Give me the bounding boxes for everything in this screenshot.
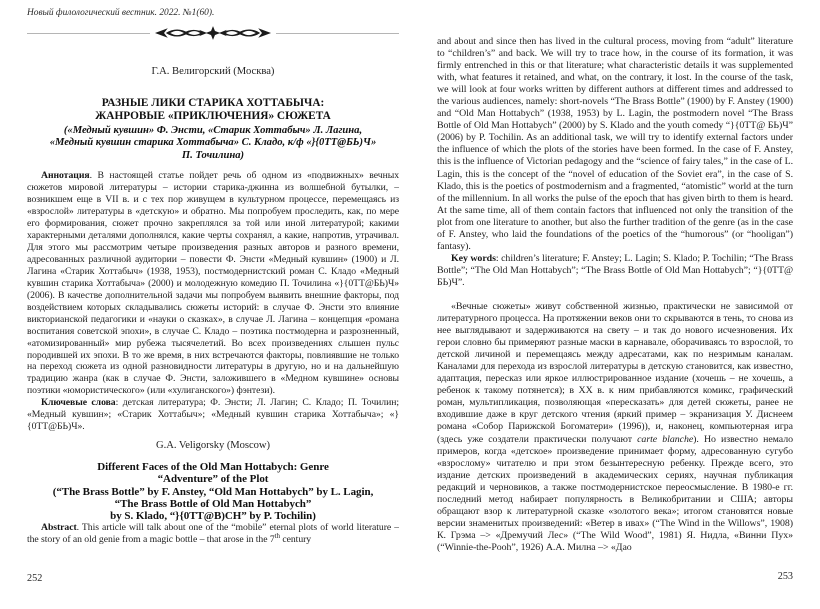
- abstract-en-paragraph: [27, 522, 399, 546]
- abstract-en-text-post: century: [280, 534, 312, 546]
- abstract-en-text-pre: . This article will talk about one of the “mobile” eternal plots of world literature – the story of an old genie from a magic bottle – that arose in the 7: [27, 522, 399, 546]
- article-subtitle-ru-line1: («Медный кувшин» Ф. Энсти, «Старик Хоттабыч» Л. Лагина,: [63, 125, 363, 136]
- author-ru: Г.А. Велигорский (Москва): [151, 66, 275, 77]
- right-page-text-block: [437, 36, 793, 568]
- article-title-en: [27, 461, 399, 522]
- body-text-ru: [437, 301, 793, 554]
- header-divider: [27, 25, 399, 41]
- article-title-ru: [27, 97, 399, 123]
- keywords-label-ru: Ключевые слова: [41, 397, 116, 409]
- page-number-left: 252: [27, 573, 43, 584]
- divider-rule-left: [27, 33, 150, 34]
- abstract-en-superscript: th: [274, 531, 281, 540]
- keywords-label-en: Key words: [451, 252, 496, 264]
- left-page-text-block: [27, 170, 399, 546]
- divider-rule-right: [276, 33, 399, 34]
- article-title-en-line3: (“The Brass Bottle” by F. Anstey, “Old Man Hottabych” by L. Lagin,: [52, 485, 374, 498]
- abstract-label-en: Abstract: [41, 522, 77, 534]
- page-left: [27, 0, 399, 609]
- article-title-ru-line2: ЖАНРОВЫЕ «ПРИКЛЮЧЕНИЯ» СЮЖЕТА: [95, 110, 331, 122]
- body-ru-part1: «Вечные сюжеты» живут собственной жизнью, практически не зависимой от литературного процесса. На протяжении веков они то скрываются в тень, то снова из нее выглядывают и задерживаются на свету – и так до нового исчезновения. Их герои словно бы примеряют разные маски в карнавале, оборачиваясь то взрослой, то детской личиной и перемещаясь между адресатами, как по незримым каналам. Каналами для перехода из взрослой литературы в детскую становится, как известно, адаптация, пересказ или яркое иллюстрированное издание (хочешь – не хочешь, а ребенок к такому потянется); в ХХ в. к ним прибавляются комикс, графический роман, мультипликация, позволяющая «пересказать» для детей сюжеты, ранее не входившие даже в круг детского чтения (яркий пример – экранизация У. Диснеем романа «Собор Парижской Богоматери» (1996)), и, наконец, компьютерная игра (здесь уже создатели практически получают: [437, 300, 793, 445]
- author-en: G.A. Veligorsky (Moscow): [156, 440, 270, 452]
- page-right: [437, 0, 793, 609]
- article-subtitle-ru-line2: «Медный кувшин старика Хоттабыча» С. Кладо, к/ф «}{0ТТ@БЬ)Ч»: [49, 137, 377, 149]
- article-subtitle-ru-line3: П. Точилина): [181, 149, 245, 161]
- abstract-ru-text: . В настоящей статье пойдет речь об одном из «подвижных» вечных сюжетов мировой литературы – истории старика-джинна из волшебной бутылки, – возникшем еще в VII в. и с тех пор живущем в культурном процессе, перемещаясь из «взрослой» литературы в «детскую» и обратно. Мы попробуем проследить, как, по мере его формирования, сюжет прочно закреплялся за той или иной литературой; какими характерными деталями дополнялся, какие черты сохранял, а какие, напротив, утрачивал. Для этого мы рассмотрим четыре произведения разных авторов и разного времени, адресованных различной аудитории – повести Ф. Энсти «Медный кувшин» (1900) и Л. Лагина «Старик Хоттабыч» (1938, 1953), постмодернистский роман С. Кладо «Медный кувшин старика Хоттабыча» (2000) и молодежную комедию П. Точилина «}{0ТТ@БЬ)Ч» (2006). В качестве дополнительной задачи мы попробуем выявить внешние факторы, под воздействием которых складывались сюжеты историй: в случае Ф. Энсти это влияние викторианской педагогики и «науки о сказках», в случае Л. Лагина – концепция «романа воспитания советской эпохи», в случае С. Кладо – поэтика постмодерна и разрозненный, «атомизированный» мир рубежа тысячелетий. Во всех произведениях слышен пульс породившей их эпохи. В то же время, в них встречаются факторы, повлиявшие не только на переход сюжета из одной разновидности литературы в другую, но и на дальнейшую традицию жанра (как в случае Ф. Энсти, заложившего в «Медном кувшине» основы поэтики «юмористического» (или «хулиганского») фэнтези).: [27, 170, 399, 397]
- keywords-en-text: : children’s literature; F. Anstey; L. Lagin; S. Klado; P. Tochilin; “The Brass Bottle”; “The Old Man Hottabych”; “The Brass Bottle of Old Man Hottabych”; “}{0TT@ БЬ)Ч”.: [437, 252, 793, 288]
- article-title-en-line5: by S. Klado, “}{0TT@B)CH” by P. Tochilin): [110, 510, 316, 522]
- keywords-ru-paragraph: [27, 397, 399, 433]
- page-number-right: 253: [777, 571, 793, 582]
- article-subtitle-ru: [27, 125, 399, 162]
- article-title-ru-line1: РАЗНЫЕ ЛИКИ СТАРИКА ХОТТАБЫЧА:: [101, 97, 325, 109]
- keywords-en-paragraph: [437, 253, 793, 289]
- article-title-en-line1: Different Faces of the Old Man Hottabych: Genre: [97, 461, 329, 474]
- abstract-en-continuation: and about and since then has lived in the cultural process, moving from “adult” literature to “children’s” and back. We will try to trace how, in the course of its formation, it was firmly entrenched in this or that literature; what characteristic details it was supplemented with, what features it retained, and what, on the contrary, it lost. In the course of the task, we will look at four works written by different authors at different times and addressed to the various audiences, namely: short-novels “The Brass Bottle” (1900) by F. Anstey (1900) and “Old Man Hottabych” (1938, 1953) by L. Lagin, the postmodern novel “The Brass Bottle of Old Man Hottabych” (2000) by S. Klado and the youth comedy “}{0TT@ БЬ)Ч” (2006) by P. Tochilin. As an additional task, we will try to identify external factors under the influence of which the plots of the stories have been formed. In the case of F. Anstey, this is the influence of Victorian pedagogy and the “science of fairy tales,” in the case of L. Lagin, this is the concept of the “novel of education of the Soviet era”, in the case of S. Klado, this is the poetics of postmodernism and a fragmented, “atomistic” world at the turn of the millennium. In all works the pulse of the epoch that has given birth to them is heard. At the same time, all of them contain factors that influenced not only the transition of the plot from one literature to another, but also the further tradition of the genre (as in the case of F. Anstey, who laid the foundations of the poetics of the “humorous” (or “hooligan”) fantasy).: [437, 36, 793, 252]
- keywords-ru-text: : детская литература; Ф. Энсти; Л. Лагин; С. Кладо; П. Точилин; «Медный кувшин»; «Старик Хоттабыч»; «Медный кувшин старика Хоттабыча»; «}{0ТТ@БЬ)Ч».: [27, 397, 399, 433]
- body-ru-part2: ). Но известно немало примеров, когда «детское» произведение принимает форму, адресованную сугубо «взрослому» читателю и при этом безынтересную ребенку. Прежде всего, это издание детских произведений в академических сериях, научная публикация редакций и черновиков, а также постмодернистское переосмысление. В 1980-е гг. последний метод набирает популярность в Великобритании и США; авторы обращают взор к литературной сказке «золотого века»; итогом становятся новые версии знаменитых произведений: «Ветер в ивах» (“The Wind in the Willows”, 1908) К. Грэма –> «Дремучий Лес» (“The Wild Wood”, 1981) Я. Нидла, «Винни Пух» (“Winnie-the-Pooh”, 1926) А.А. Милна –> «Дао: [437, 433, 793, 553]
- abstract-label-ru: Аннотация: [41, 170, 90, 182]
- running-head: Новый филологический вестник. 2022. №1(60).: [27, 8, 215, 18]
- carte-blanche-italic: carte blanche: [637, 433, 694, 445]
- abstract-ru-paragraph: [27, 170, 399, 397]
- article-title-en-line2: “Adventure” of the Plot: [157, 473, 269, 486]
- article-title-en-line4: “The Brass Bottle of Old Man Hottabych”: [114, 497, 312, 510]
- fleuron-ornament-icon: [154, 26, 272, 40]
